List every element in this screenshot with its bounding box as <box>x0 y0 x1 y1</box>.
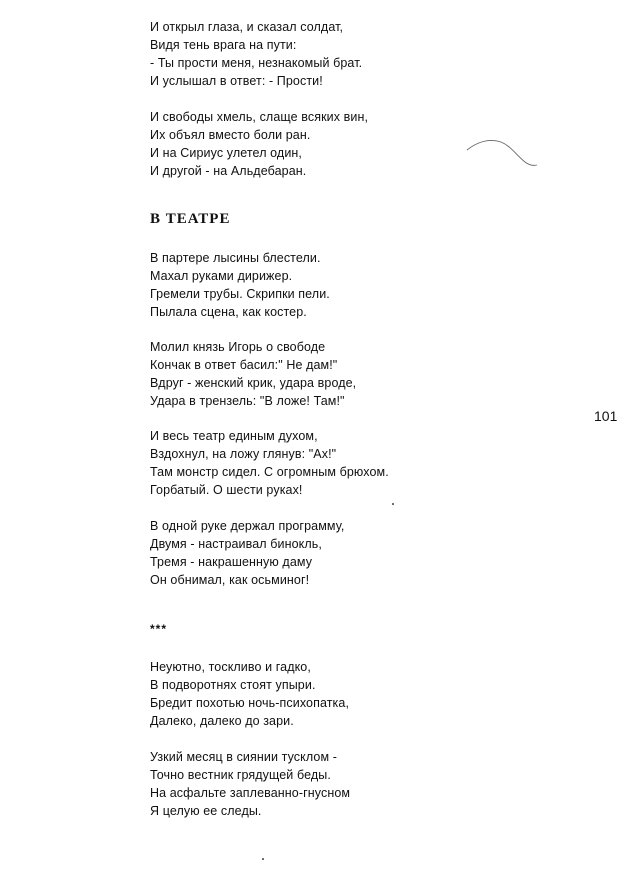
stanza-3 <box>150 249 330 321</box>
verse-line: Тремя - накрашенную даму <box>150 555 313 569</box>
verse-line: Точно вестник грядущей беды. <box>150 768 331 782</box>
stanza-5 <box>150 427 389 499</box>
verse-line: На асфальте заплеванно-гнусном <box>150 786 351 800</box>
verse-line: Видя тень врага на пути: <box>150 38 297 52</box>
verse-line: - Ты прости меня, незнакомый брат. <box>150 56 363 70</box>
verse-line: В одной руке держал программу, <box>150 519 345 533</box>
verse-line: И открыл глаза, и сказал солдат, <box>150 20 344 34</box>
pencil-squiggle-mark <box>465 134 540 170</box>
stanza-4 <box>150 338 356 410</box>
verse-line: Молил князь Игорь о свободе <box>150 340 326 354</box>
verse-line: Вздохнул, на ложу глянув: "Ах!" <box>150 447 337 461</box>
verse-line: Их объял вместо боли ран. <box>150 128 311 142</box>
scan-speck <box>262 858 264 860</box>
verse-line: И свободы хмель, слаще всяких вин, <box>150 110 369 124</box>
verse-line: Он обнимал, как осьминог! <box>150 573 310 587</box>
page-number: 101 <box>594 408 618 424</box>
verse-line: И услышал в ответ: - Прости! <box>150 74 323 88</box>
stanza-8 <box>150 748 350 820</box>
verse-line: И другой - на Альдебаран. <box>150 164 307 178</box>
section-separator: *** <box>150 622 168 636</box>
scan-speck <box>392 503 394 505</box>
verse-line: Махал руками дирижер. <box>150 269 293 283</box>
verse-line: Пылала сцена, как костер. <box>150 305 307 319</box>
stanza-2 <box>150 108 368 180</box>
verse-line: Вдруг - женский крик, удара вроде, <box>150 376 357 390</box>
verse-line: В партере лысины блестели. <box>150 251 321 265</box>
verse-line: Бредит похотью ночь-психопатка, <box>150 696 350 710</box>
verse-line: Там монстр сидел. С огромным брюхом. <box>150 465 389 479</box>
verse-line: Далеко, далеко до зари. <box>150 714 294 728</box>
verse-line: И весь театр единым духом, <box>150 429 318 443</box>
verse-line: Узкий месяц в сиянии тусклом - <box>150 750 337 764</box>
verse-line: Двумя - настраивал бинокль, <box>150 537 322 551</box>
verse-line: Неуютно, тоскливо и гадко, <box>150 660 311 674</box>
stanza-6 <box>150 517 344 589</box>
verse-line: Удара в трензель: "В ложе! Там!" <box>150 394 345 408</box>
poem-title: В ТЕАТРЕ <box>150 211 231 227</box>
verse-line: Гремели трубы. Скрипки пели. <box>150 287 330 301</box>
verse-line: Я целую ее следы. <box>150 804 262 818</box>
stanza-7 <box>150 658 349 730</box>
verse-line: Кончак в ответ басил:" Не дам!" <box>150 358 338 372</box>
verse-line: И на Сириус улетел один, <box>150 146 302 160</box>
verse-line: В подворотнях стоят упыри. <box>150 678 316 692</box>
verse-line: Горбатый. О шести руках! <box>150 483 303 497</box>
stanza-1 <box>150 18 362 90</box>
